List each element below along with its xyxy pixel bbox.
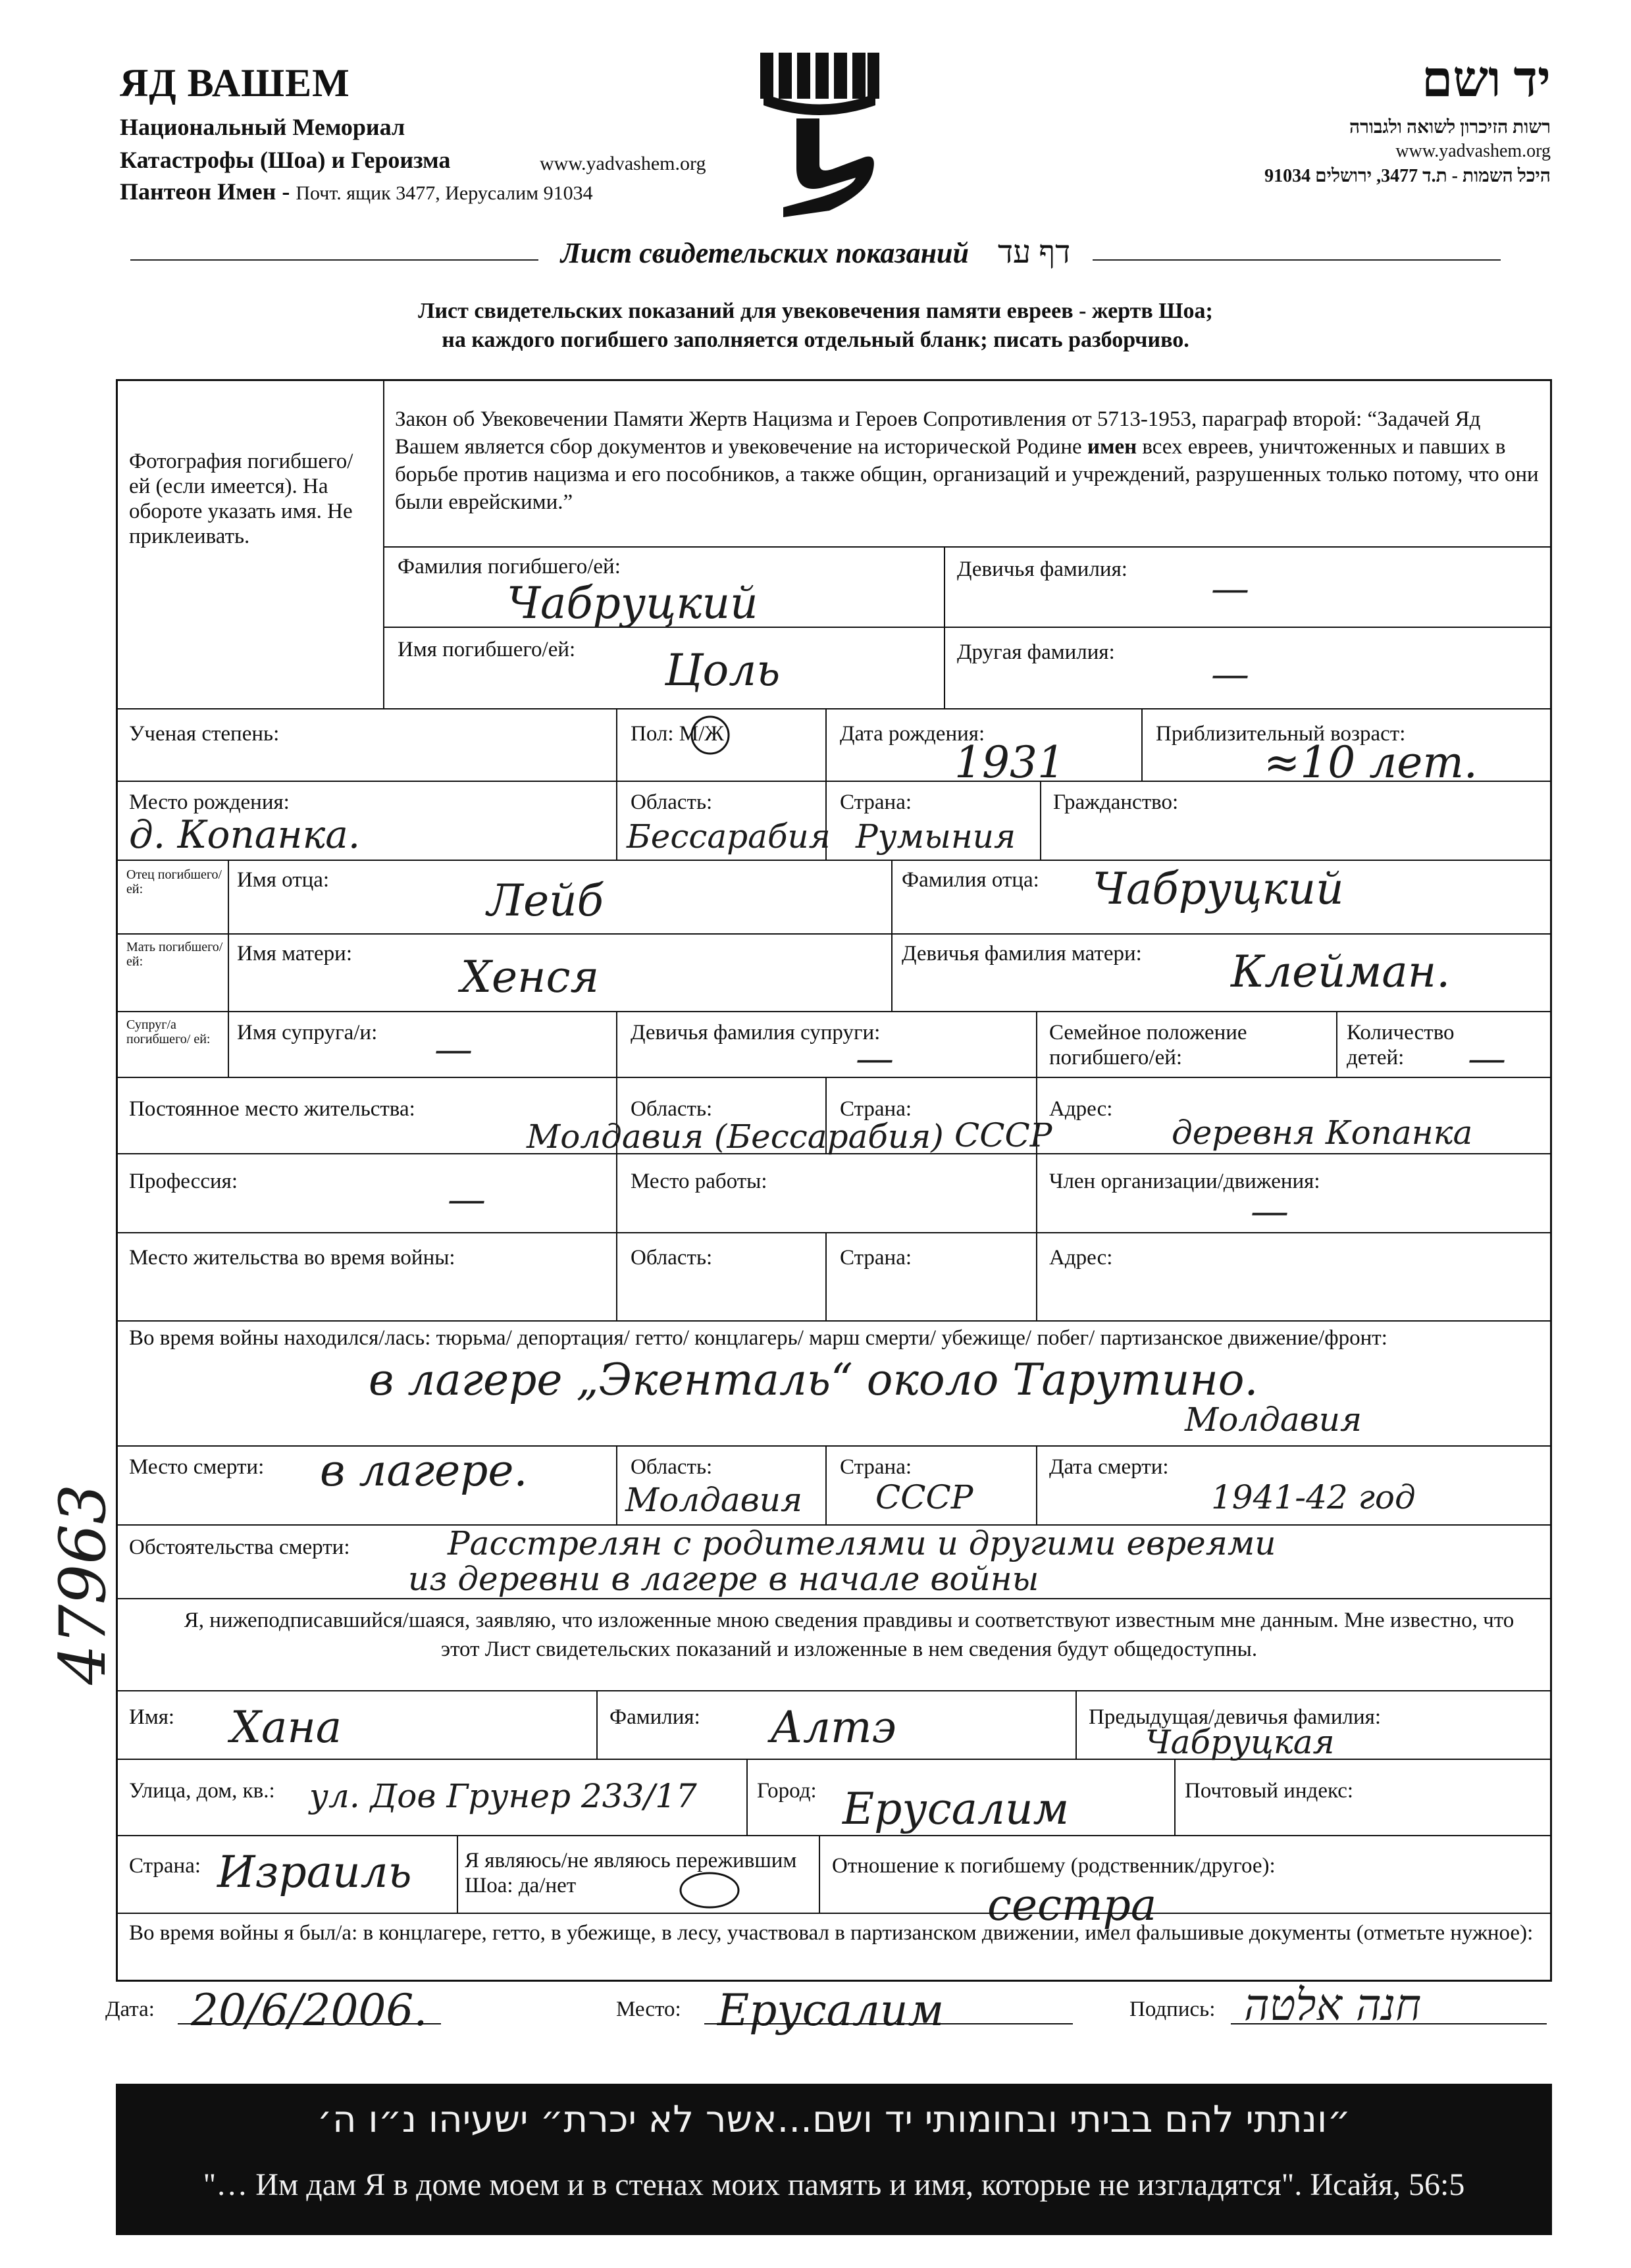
place-value[interactable]: Ерусалим [717,1985,945,2036]
org-address-he: היכל השמות - ת.ד 3477, ירושלים 91034 [1264,166,1551,186]
rule [383,379,384,708]
maiden-name-value[interactable]: — [1211,566,1249,611]
birth-country-value[interactable]: Румыния [856,817,1016,856]
during-war-value-2[interactable]: Молдавия [1185,1401,1362,1439]
father-side-label: Отец погибшего/ ей: [126,867,222,896]
place-underline [704,2023,1073,2024]
birth-country-label: Страна: [840,790,912,814]
postal-label: Почтовый индекс: [1185,1779,1354,1803]
rule [891,860,893,1011]
war-country-label: Страна: [840,1246,912,1270]
mother-name-label: Имя матери: [237,942,352,966]
war-region-label: Область: [631,1246,713,1270]
mother-side-label: Мать погибшего/ ей: [126,940,223,969]
spouse-name-label: Имя супруга/и: [237,1021,378,1044]
relation-label: Отношение к погибшему (родственник/другое): [832,1854,1276,1878]
rule [116,1077,1552,1078]
spouse-side-label: Супруг/а погибшего/ ей: [126,1018,211,1046]
death-region-label: Область: [631,1455,713,1479]
rule [1174,1759,1176,1835]
residence-label: Постоянное место жительства: [129,1097,415,1121]
death-date-value[interactable]: 1941-42 год [1211,1478,1416,1516]
rule [116,1913,1552,1914]
org-line-2: Катастрофы (Шоа) и Героизма [120,147,451,173]
rule [1336,1011,1337,1077]
profession-value[interactable]: — [448,1177,486,1222]
photo-instructions: Фотография погибшего/ей (если имеется). На обороте указать имя. Не приклеивать. [129,450,353,548]
signature-label: Подпись: [1129,1997,1216,2021]
during-war-value[interactable]: в лагере „Экенталь“ около Тарутино. [369,1354,1258,1405]
approx-age-label: Приблизительный возраст: [1156,722,1406,746]
rule [1040,781,1041,860]
residence-country-label: Страна: [840,1097,912,1121]
city-value[interactable]: Ерусалим [842,1784,1070,1834]
rule [116,1690,1552,1691]
date-underline [178,2023,441,2024]
survivor-label: Я являюсь/не являюсь пережившим Шоа: да/нет [465,1849,797,1897]
rule [116,781,1552,782]
death-place-value[interactable]: в лагере. [320,1445,528,1496]
degree-label: Ученая степень: [129,722,280,746]
birthplace-label: Место рождения: [129,790,290,814]
rule [825,1232,827,1320]
during-war-label: Во время войны находился/лась: тюрьма/ депортация/ гетто/ концлагерь/ марш смерти/ убежище/ побег/ партизанское движение/фронт: [129,1326,1387,1350]
birth-date-value[interactable]: 1931 [954,737,1065,788]
residence-region-label: Область: [631,1097,713,1121]
birth-date-label: Дата рождения: [840,722,985,746]
rule [116,1759,1552,1760]
org-line-he-1: רשות הזיכרון לשואה ולגבורה [1349,117,1551,138]
birthplace-value[interactable]: д. Копанка. [129,812,361,857]
rule [616,781,617,860]
footer-quote-he: ״ונתתי להם בביתי ובחומותי יד ושם...אשר לא יכרת״ ישעיהו נ״ו ה׳ [317,2098,1351,2141]
rule [1036,1445,1037,1524]
mother-maiden-label: Девичья фамилия матери: [902,942,1142,966]
witness-prev-maiden-label: Предыдущая/девичья фамилия: [1089,1705,1382,1729]
death-circumstances-value-2[interactable]: из деревни в лагере в начале войны [408,1560,1039,1598]
father-name-value[interactable]: Лейб [487,875,604,926]
title-rule-left [130,259,538,261]
rule [116,1153,1552,1154]
rule [819,1835,820,1913]
maiden-name-label: Девичья фамилия: [957,557,1127,581]
surname-value[interactable]: Чабруцкий [507,578,758,629]
citizenship-label: Гражданство: [1053,790,1179,814]
death-date-label: Дата смерти: [1049,1455,1169,1479]
witness-name-value[interactable]: Хана [230,1702,342,1753]
birth-region-value[interactable]: Бессарабия [627,817,831,856]
rule [1141,708,1143,781]
rule [116,1320,1552,1322]
rule [746,1759,748,1835]
rule [116,1835,1552,1836]
father-name-label: Имя отца: [237,868,330,892]
father-surname-label: Фамилия отца: [902,868,1039,892]
marital-status-label: Семейное положение погибшего/ей: [1049,1021,1247,1070]
title-rule-right [1093,259,1501,261]
date-label: Дата: [105,1997,155,2021]
law-quote [395,405,1540,516]
witness-prev-maiden-value[interactable]: Чабруцкая [1145,1723,1335,1761]
witness-family-value[interactable]: Алтэ [770,1702,896,1753]
approx-age-value[interactable]: ≈10 лет. [1264,737,1478,788]
residence-country-value[interactable]: СССР [954,1116,1052,1154]
witness-family-label: Фамилия: [609,1705,700,1729]
membership-label: Член организации/движения: [1049,1170,1320,1193]
law-part-1: Закон об Увековечении Памяти Жертв Нацизма и Героев Сопротивления от 5713-1953, параграф второй: “Задачей Яд Вашем является сбор документов и увековечение на исторической Родине [395,407,1481,459]
org-line-1: Национальный Мемориал [120,114,405,140]
surname-label: Фамилия погибшего/ей: [398,555,621,579]
rule [616,1077,617,1320]
war-address-label: Адрес: [1049,1246,1113,1270]
street-value[interactable]: ул. Дов Грунер 233/17 [309,1777,697,1815]
org-title-he: יד ושם [1421,52,1551,107]
spouse-maiden-label: Девичья фамилия супруги: [631,1021,881,1044]
org-line-3-bold: Пантеон Имен - [120,178,296,205]
rule [1075,1690,1077,1759]
spouse-name-value[interactable]: — [434,1027,473,1071]
children-value[interactable]: — [1468,1036,1506,1081]
first-name-value[interactable]: Цоль [665,645,781,696]
rule [457,1835,458,1913]
footer-banner [116,2084,1552,2235]
law-part-2: всех евреев, уничтоженных и павших в борьбе против нацизма и его пособников, а также общин, организаций и учреждений, разрушенных только потому, что они были еврейскими.” [395,435,1539,514]
org-line-3 [120,178,593,205]
war-residence-label: Место жительства во время войны: [129,1246,455,1270]
death-circumstances-value[interactable]: Расстрелян с родителями и другими евреями [448,1524,1276,1562]
law-bold: имен [1087,435,1137,459]
website-he: www.yadvashem.org [1395,141,1551,161]
sex-label: Пол: М/Ж [631,722,724,746]
rule [116,1232,1552,1233]
sheet-title [0,234,1631,271]
death-region-value[interactable]: Молдавия [625,1481,803,1519]
org-title-ru: ЯД ВАШЕМ [120,61,350,105]
residence-region-value[interactable]: Молдавия (Бессарабия) [527,1118,944,1156]
rule [825,1445,827,1524]
intro-line-1: Лист свидетельских показаний для увековечения памяти евреев - жертв Шоа; [418,299,1213,323]
city-label: Город: [757,1779,817,1803]
residence-address-value[interactable]: деревня Копанка [1172,1114,1473,1152]
rule [116,1598,1552,1599]
rule [616,708,617,781]
intro-line-2: на каждого погибшего заполняется отдельный бланк; писать разборчиво. [442,328,1189,352]
death-circumstances-label: Обстоятельства смерти: [129,1535,350,1559]
relation-value[interactable]: сестра [987,1880,1157,1930]
rule [596,1690,598,1759]
membership-value[interactable]: — [1251,1189,1289,1233]
rule [1036,1011,1037,1077]
other-surname-label: Другая фамилия: [957,640,1115,664]
org-address: Почт. ящик 3477, Иерусалим 91034 [296,182,593,204]
declaration-text: Я, нижеподписавшийся/шаяся, заявляю, что изложенные мною сведения правдивы и соответствуют известным мне данным. Мне известно, что этот Лист свидетельских показаний и изложенные в нем сведения будут общедоступны. [184,1609,1514,1661]
website-ru: www.yadvashem.org [540,153,706,174]
signature-value[interactable]: חנה אלטה [1244,1980,1422,2030]
witness-country-value[interactable]: Израиль [217,1847,412,1897]
sheet-title-he: דף עד [997,235,1071,270]
children-label: Количество детей: [1347,1021,1455,1070]
death-country-value[interactable]: СССР [875,1478,973,1516]
mother-maiden-value[interactable]: Клейман. [1231,946,1451,997]
profession-label: Профессия: [129,1170,238,1193]
rule [116,860,1552,861]
rule [616,1445,617,1524]
father-surname-value[interactable]: Чабруцкий [1093,863,1344,914]
death-place-label: Место смерти: [129,1455,265,1479]
spouse-maiden-value[interactable]: — [856,1036,894,1081]
archive-number: 47963 [46,1483,120,1685]
witness-name-label: Имя: [129,1705,175,1729]
death-country-label: Страна: [840,1455,912,1479]
witness-country-label: Страна: [129,1854,201,1878]
street-label: Улица, дом, кв.: [129,1779,275,1803]
yad-vashem-logo-icon [757,53,882,217]
first-name-label: Имя погибшего/ей: [398,638,576,661]
rule [383,546,1552,548]
date-value[interactable]: 20/6/2006. [191,1985,428,2036]
rule [228,860,229,1077]
rule [1036,1077,1037,1320]
rule [116,933,1552,935]
place-label: Место: [616,1997,681,2021]
mother-name-value[interactable]: Хенся [461,952,600,1002]
birth-region-label: Область: [631,790,713,814]
survivor-yes-circle-mark [678,1870,741,1910]
workplace-label: Место работы: [631,1170,767,1193]
other-surname-value[interactable]: — [1211,652,1249,696]
witness-war-label: Во время войны я был/а: в концлагере, гетто, в убежище, в лесу, участвовал в партизанском движении, имел фальшивые документы (отметьте нужное): [129,1921,1534,1945]
footer-quote-ru: "… Им дам Я в доме моем и в стенах моих память и имя, которые не изгладятся". Исайя, 56:5 [203,2167,1465,2202]
sheet-title-ru: Лист свидетельских показаний [560,237,969,269]
signature-underline [1231,2023,1547,2024]
sex-circle-mark [688,713,732,757]
rule [116,708,1552,709]
residence-address-label: Адрес: [1049,1097,1113,1121]
rule [616,1011,617,1077]
